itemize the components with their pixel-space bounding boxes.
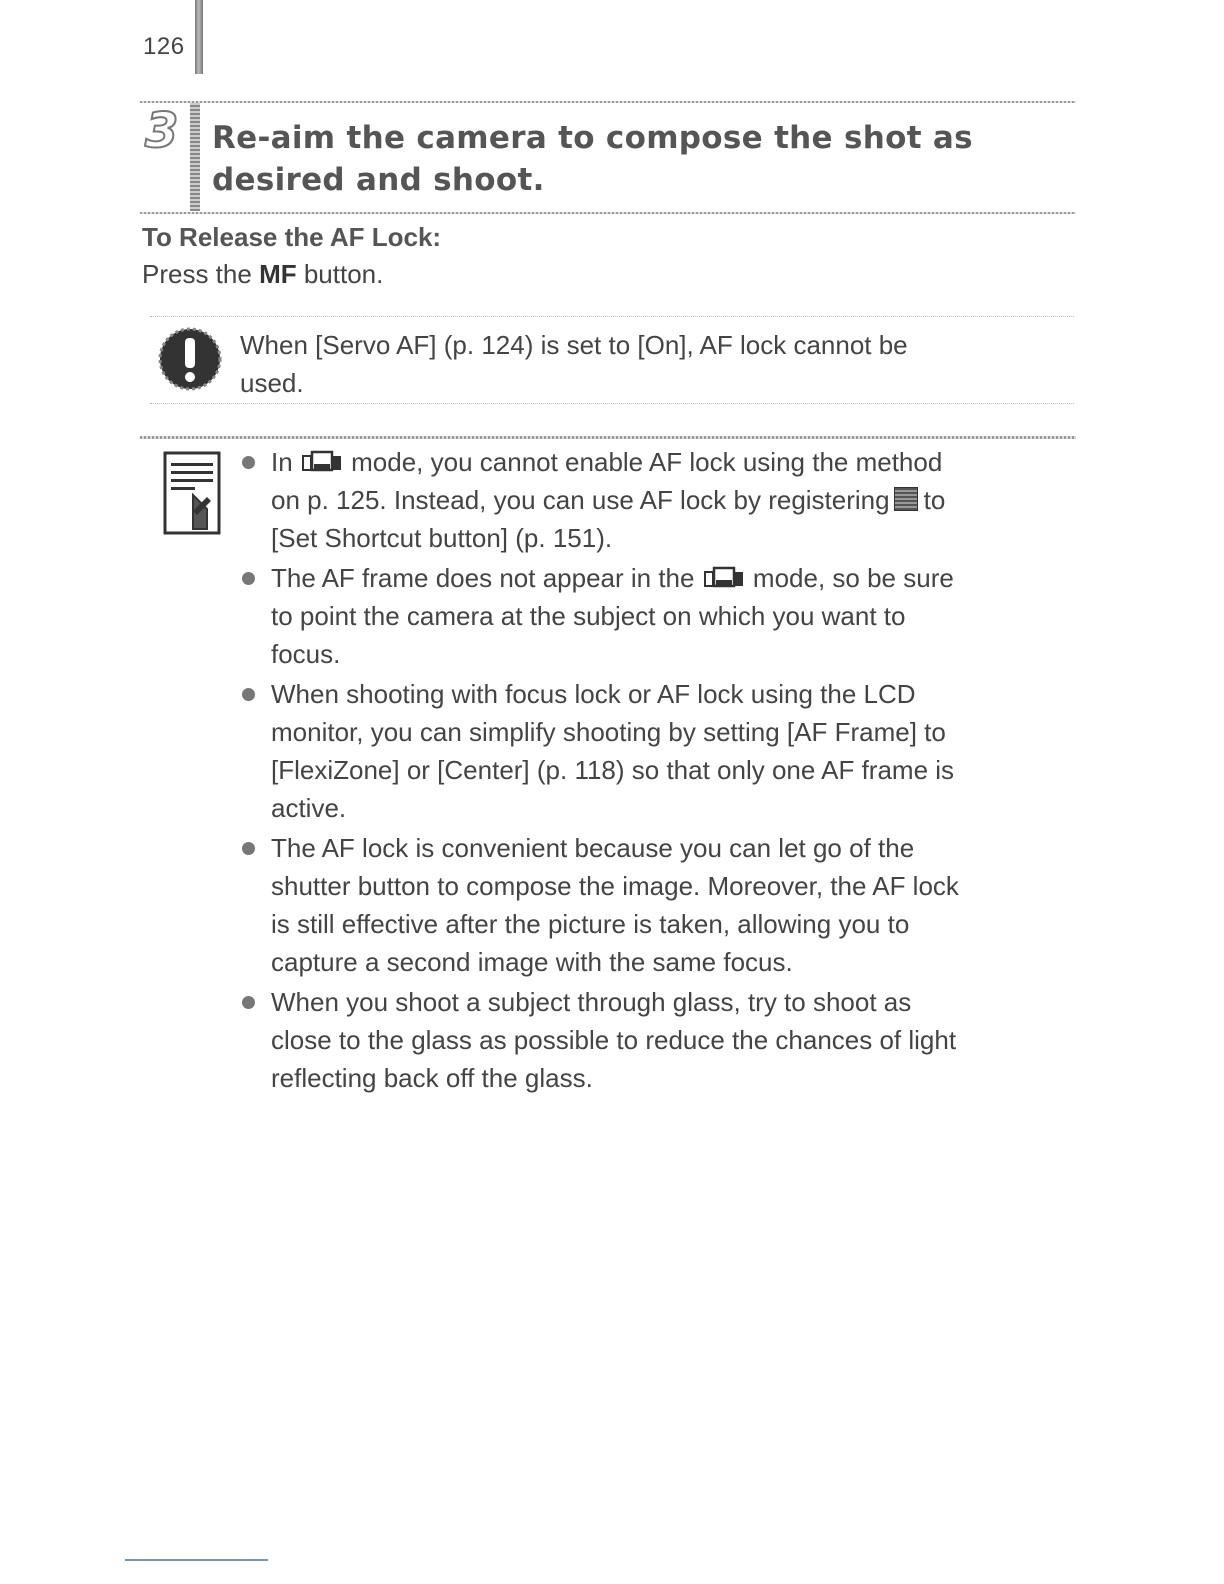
bullet-icon — [242, 842, 255, 855]
note-1-text-b: mode, you cannot enable AF lock using the method — [343, 447, 943, 477]
note-3-line-1: When shooting with focus lock or AF lock using the LCD — [271, 679, 916, 709]
bullet-icon — [242, 572, 255, 585]
caution-line-1: When [Servo AF] (p. 124) is set to [On], AF lock cannot be — [240, 330, 908, 360]
note-3-line-3: [FlexiZone] or [Center] (p. 118) so that only one AF frame is — [271, 755, 955, 785]
note-4-line-3: is still effective after the picture is taken, allowing you to — [271, 909, 910, 939]
note-2-text-d: focus. — [271, 639, 341, 669]
page-number: 126 — [143, 33, 185, 60]
page-number-rule — [195, 0, 203, 74]
memo-icon — [163, 451, 221, 535]
bullet-icon — [242, 456, 255, 469]
step-divider-top — [140, 101, 1076, 103]
note-5-line-3: reflecting back off the glass. — [271, 1063, 593, 1093]
note-1-text-a: In — [271, 447, 300, 477]
note-4-line-1: The AF lock is convenient because you can let go of the — [271, 833, 915, 863]
release-text-before: Press the — [142, 259, 260, 289]
release-af-lock-heading: To Release the AF Lock: — [142, 222, 442, 252]
movie-mode-icon — [302, 450, 342, 474]
caution-icon — [157, 326, 223, 392]
note-1-text-d: to — [923, 485, 946, 515]
list-item — [240, 443, 1075, 557]
note-2-text-c: to point the camera at the subject on which you want to — [271, 601, 906, 631]
step-title — [212, 117, 1072, 201]
bullet-icon — [242, 688, 255, 701]
mf-button-name: MF — [259, 259, 297, 289]
step-number: 3 — [145, 103, 179, 159]
release-text-after: button. — [296, 259, 384, 289]
note-1-text-e: [Set Shortcut button] (p. 151). — [271, 523, 613, 553]
movie-mode-icon — [704, 566, 744, 590]
note-3-line-2: monitor, you can simplify shooting by setting [AF Frame] to — [271, 717, 946, 747]
caution-line-2: used. — [240, 368, 304, 398]
list-item — [240, 983, 1075, 1097]
step-bar — [190, 103, 200, 211]
note-4-line-4: capture a second image with the same focus. — [271, 947, 793, 977]
bullet-icon — [242, 996, 255, 1009]
step-divider-bottom — [140, 212, 1076, 214]
note-1-text-c: on p. 125. Instead, you can use AF lock by registering — [271, 485, 890, 515]
step-title-line-1: Re-aim the camera to compose the shot as — [212, 120, 973, 156]
note-2-text-b: mode, so be sure — [745, 563, 954, 593]
step-title-line-2: desired and shoot. — [212, 162, 545, 198]
footer-rule — [125, 1559, 268, 1561]
notes-list — [240, 443, 1075, 1099]
release-instruction — [142, 259, 383, 290]
note-5-line-1: When you shoot a subject through glass, try to shoot as — [271, 987, 912, 1017]
note-2-text-a: The AF frame does not appear in the — [271, 563, 702, 593]
notes-divider — [140, 436, 1076, 439]
note-5-line-2: close to the glass as possible to reduce the chances of light — [271, 1025, 957, 1055]
list-item — [240, 559, 1075, 673]
caution-text — [240, 326, 1040, 402]
list-item — [240, 675, 1075, 827]
afl-icon — [894, 487, 918, 511]
list-item — [240, 829, 1075, 981]
note-3-line-4: active. — [271, 793, 347, 823]
note-4-line-2: shutter button to compose the image. Moreover, the AF lock — [271, 871, 959, 901]
